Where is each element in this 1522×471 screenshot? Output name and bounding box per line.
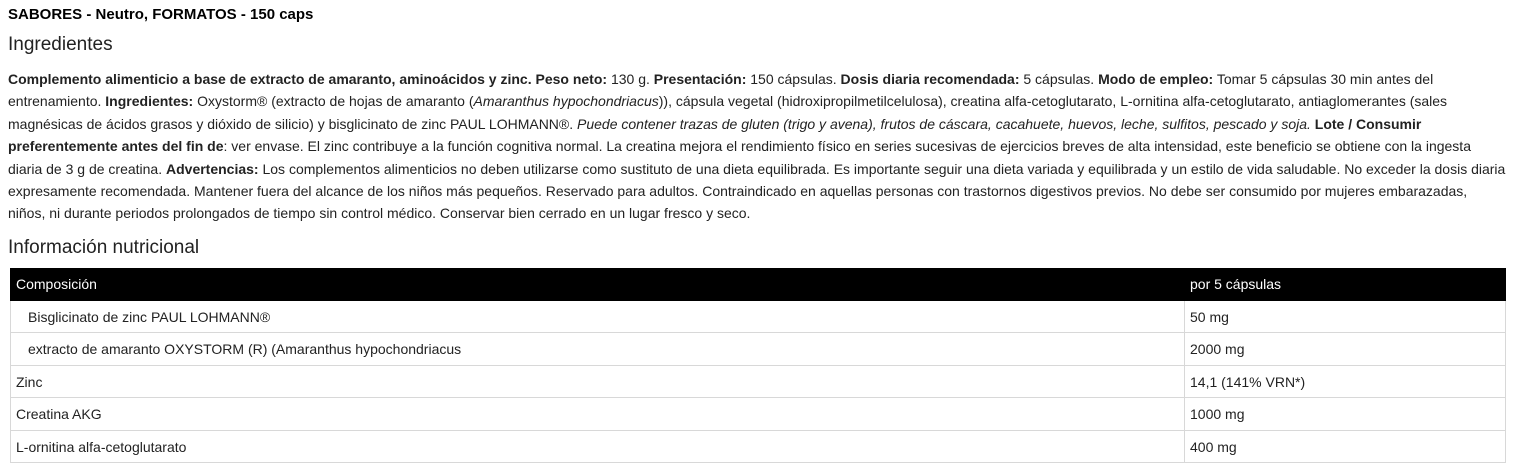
desc-allergens: Puede contener trazas de gluten (trigo y avena), frutos de cáscara, cacahuete, huevos, leche, sulfitos, pescado y soja.	[577, 115, 1311, 132]
desc-usage-value: Tomar 5 cápsulas 30 min antes del entrenamiento.	[8, 71, 1434, 110]
component-name: Zinc	[11, 365, 1185, 398]
desc-ingredients-label: Ingredientes:	[105, 93, 194, 110]
desc-ingredients-a: Oxystorm® (extracto de hojas de amaranto (	[193, 93, 474, 110]
product-description	[8, 68, 1508, 225]
desc-usage-label: Modo de empleo:	[1098, 71, 1214, 87]
flavors-value: Neutro	[95, 6, 144, 23]
component-name: Bisglicinato de zinc PAUL LOHMANN®	[11, 300, 1185, 333]
desc-warnings-value: Los complementos alimenticios no deben utilizarse como sustituto de una dieta equilibrada. Es importante seguir una dieta variada y equilibrada y un estilo de vida saludable. No exceder la dosis diaria expresamente recomendada. Mantener fuera del alcance de los niños más pequeños. Reservado para adultos. Contraindicado en aquellas personas con trastornos digestivos previos. No debe ser consumido por mujeres embarazadas, niños, ni durante periodos prolongados de tiempo sin control médico. Conservar bien cerrado en un lugar fresco y seco.	[8, 160, 1506, 222]
desc-warnings-label: Advertencias:	[166, 160, 259, 177]
table-header-row	[11, 268, 1506, 300]
table-row	[11, 300, 1506, 333]
component-amount: 14,1 (141% VRN*)	[1185, 365, 1506, 398]
component-name: extracto de amaranto OXYSTORM (R) (Amaranthus hypochondriacus	[11, 333, 1185, 366]
column-header-per-serving: por 5 cápsulas	[1185, 268, 1506, 300]
variant-summary: SABORES - Neutro, FORMATOS - 150 caps	[8, 6, 314, 23]
formats-label: FORMATOS	[152, 6, 237, 23]
component-name: L-ornitina alfa-cetoglutarato	[11, 430, 1185, 463]
desc-dose-label: Dosis diaria recomendada:	[840, 71, 1020, 87]
flavors-label: SABORES	[8, 6, 83, 23]
desc-lot-value: : ver envase. El zinc contribuye a la función cognitiva normal. La creatina mejora el rendimiento físico en series sucesivas de ejercicios breves de alta intensidad, este beneficio se obtiene con la ingesta diaria de 3 g de creatina.	[8, 138, 1471, 177]
table-row	[11, 333, 1506, 366]
component-amount: 50 mg	[1185, 300, 1506, 333]
desc-species-name: Amaranthus hypochondriacus	[473, 93, 659, 110]
component-name: Creatina AKG	[11, 398, 1185, 431]
column-header-composition: Composición	[11, 268, 1185, 300]
desc-presentation-value: 150 cápsulas.	[746, 71, 841, 87]
component-amount: 2000 mg	[1185, 333, 1506, 366]
ingredients-heading: Ingredientes	[8, 34, 113, 55]
nutrition-heading: Información nutricional	[8, 236, 200, 258]
nutrition-table	[10, 268, 1506, 464]
desc-lot-label: Lote / Consumir preferentemente antes del fin de	[8, 115, 1422, 155]
desc-net-weight: 130 g.	[607, 71, 654, 87]
table-row	[11, 430, 1506, 463]
desc-presentation-label: Presentación:	[653, 71, 747, 87]
desc-ingredients-b: )), cápsula vegetal (hidroxipropilmetilcelulosa), creatina alfa-cetoglutarato, L-ornitina alfa-cetoglutarato, antiaglomerantes (sales magnésicas de ácidos grasos y dióxido de silicio) y bisglicinato de zinc PAUL LOHMANN®.	[8, 93, 1448, 132]
component-amount: 400 mg	[1185, 430, 1506, 463]
product-details	[8, 4, 1508, 463]
component-amount: 1000 mg	[1185, 398, 1506, 431]
desc-dose-value: 5 cápsulas.	[1019, 71, 1099, 87]
table-row	[11, 398, 1506, 431]
formats-value: 150 caps	[250, 6, 314, 23]
desc-intro: Complemento alimenticio a base de extracto de amaranto, aminoácidos y zinc. Peso neto:	[8, 71, 608, 87]
table-row	[11, 365, 1506, 398]
